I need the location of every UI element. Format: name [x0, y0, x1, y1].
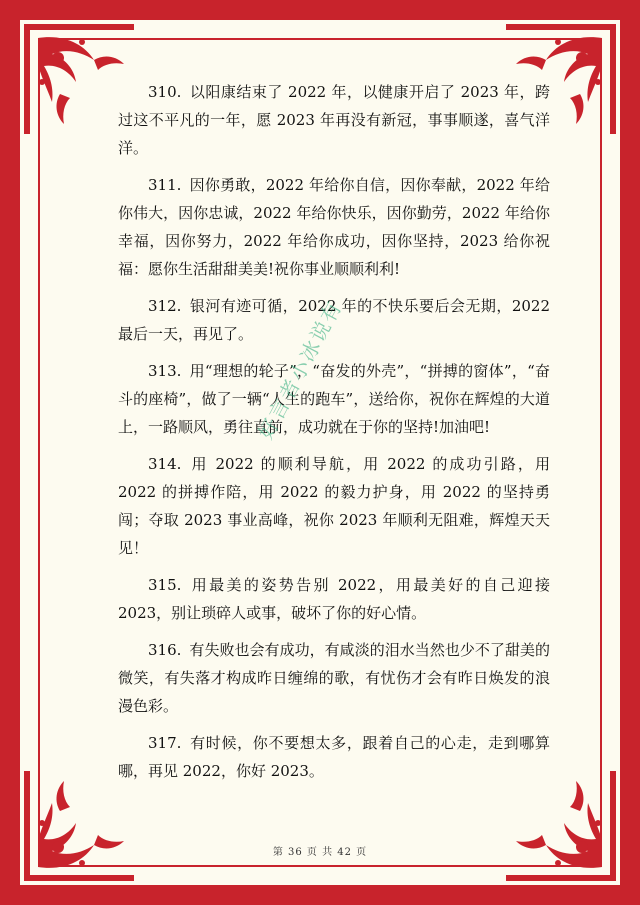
- paragraph: [118, 636, 550, 720]
- paragraph-text: 因你勇敢，2022 年给你自信，因你奉献，2022 年给你伟大，因你忠诚，2022 年给你快乐，因你勤劳，2022 年给你幸福，因你努力，2022 年给你成功，因你坚持，2023 给你祝福：愿你生活甜甜美美!祝你事业顺顺利利!: [118, 176, 550, 278]
- document-body: [118, 78, 550, 794]
- item-number: 316.: [148, 641, 182, 659]
- item-number: 311.: [148, 176, 182, 194]
- paragraph: [118, 450, 550, 562]
- paragraph-text: 以阳康结束了 2022 年，以健康开启了 2023 年，跨过这不平凡的一年，愿 2023 年再没有新冠，事事顺遂，喜气洋洋。: [118, 83, 550, 157]
- page-footer: 第 36 页 共 42 页: [272, 847, 368, 858]
- paragraph-text: 用“理想的轮子”，“奋发的外壳”，“拼搏的窗体”，“奋斗的座椅”，做了一辆“人生的跑车”，送给你，祝你在辉煌的大道上，一路顺风，勇往直前，成功就在于你的坚持!加油吧!: [118, 362, 550, 436]
- watermark: 好言者小冰说有: [253, 295, 348, 444]
- paragraph: [118, 729, 550, 785]
- paragraph: [118, 171, 550, 283]
- paragraph-text: 有失败也会有成功，有咸淡的泪水当然也少不了甜美的微笑，有失落才构成昨日缠绵的歌，有忧伤才会有昨日焕发的浪漫色彩。: [118, 641, 550, 715]
- item-number: 313.: [148, 362, 182, 380]
- item-number: 310.: [148, 83, 182, 101]
- item-number: 315.: [148, 576, 182, 594]
- item-number: 317.: [148, 734, 182, 752]
- paragraph-text: 用最美的姿势告别 2022，用最美好的自己迎接 2023，别让琐碎人或事，破坏了你的好心情。: [118, 576, 550, 622]
- item-number: 312.: [148, 297, 182, 315]
- paragraph-text: 用 2022 的顺利导航，用 2022 的成功引路，用 2022 的拼搏作陪，用 2022 的毅力护身，用 2022 的坚持勇闯；夺取 2023 事业高峰，祝你 2023 年顺利无阻难，辉煌天天见！: [118, 455, 550, 557]
- item-number: 314.: [148, 455, 182, 473]
- paragraph-text: 有时候，你不要想太多，跟着自己的心走，走到哪算哪，再见 2022，你好 2023。: [118, 734, 550, 780]
- paragraph: [118, 78, 550, 162]
- paragraph-text: 银河有迹可循，2022 年的不快乐要后会无期，2022 最后一天，再见了。: [118, 297, 550, 343]
- paragraph: [118, 571, 550, 627]
- paragraph: [118, 357, 550, 441]
